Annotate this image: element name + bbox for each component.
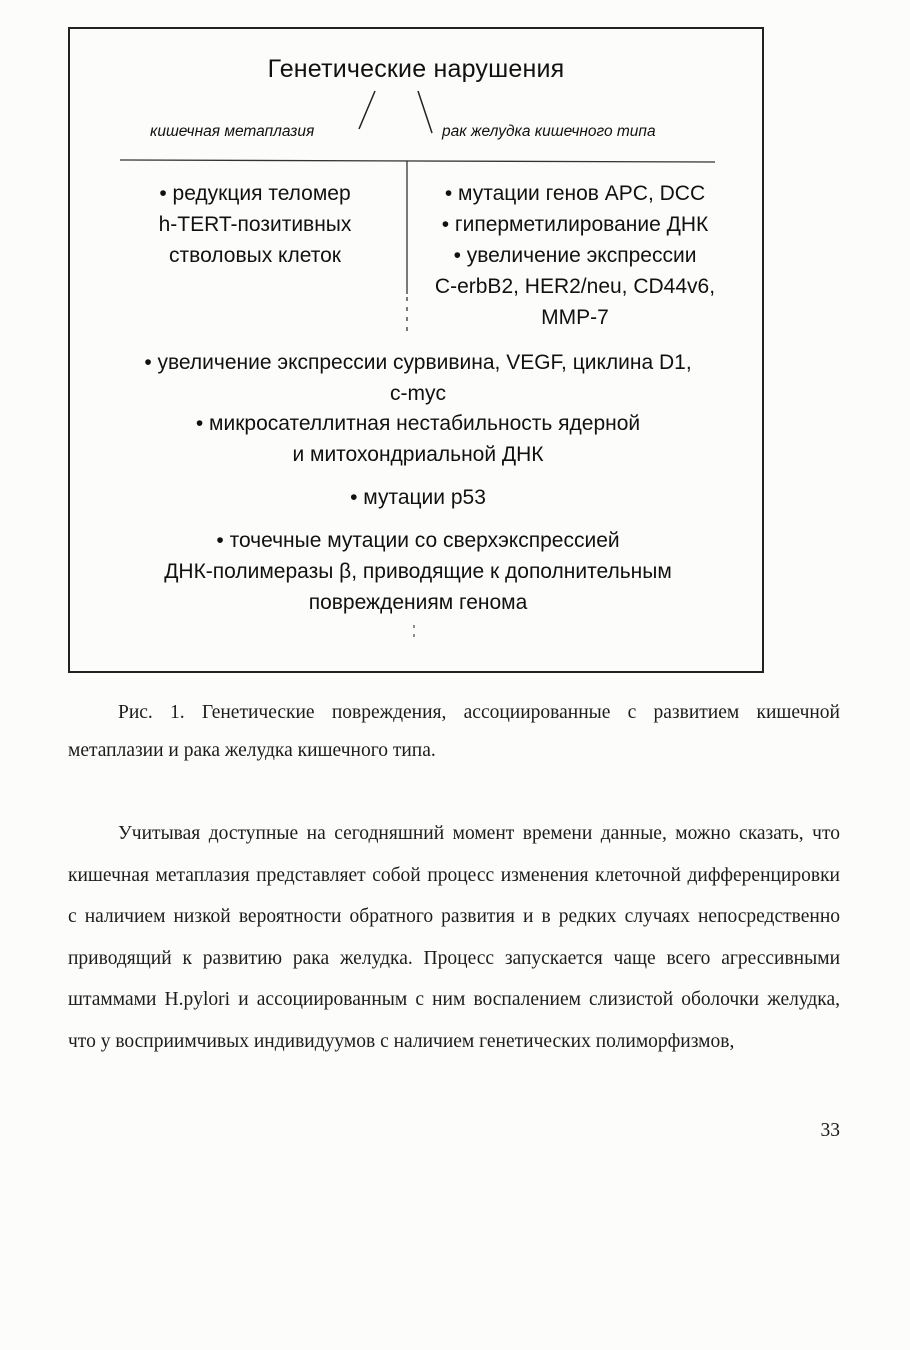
shared-item: • мутации p53: [350, 486, 486, 509]
page-number: 33: [820, 1120, 840, 1141]
shared-item: • увеличение экспрессии сурвивина, VEGF, циклина D1, c-myc: [144, 351, 692, 405]
left-item: стволовых клеток: [169, 244, 341, 267]
right-item: MMP-7: [541, 306, 609, 329]
figure-title: Генетические нарушения: [267, 55, 565, 83]
figure-caption: Рис. 1. Генетические повреждения, ассоциированные с развитием кишечной метаплазии и рака желудка кишечного типа.: [68, 702, 840, 761]
branch-label-right: рак желудка кишечного типа: [442, 123, 656, 140]
left-column: [110, 178, 400, 271]
right-column: [410, 178, 740, 333]
left-item: h-TERT-позитивных: [158, 213, 352, 236]
right-item: C-erbB2, HER2/neu, CD44v6,: [434, 275, 716, 298]
horizontal-divider: [120, 160, 715, 162]
right-item: • гиперметилирование ДНК: [441, 213, 709, 236]
shared-item: • точечные мутации со сверхэкспрессией ДНК-полимеразы β, приводящие к дополнительным повреждениям генома: [164, 529, 672, 614]
body-text: [68, 813, 840, 1062]
figure-frame: [68, 27, 764, 673]
right-item: • увеличение экспрессии: [453, 244, 697, 267]
shared-item: • микросателлитная нестабильность ядерной и митохондриальной ДНК: [195, 412, 641, 466]
branch-line-right: [418, 91, 432, 133]
right-item: • мутации генов APC, DCC: [444, 182, 706, 205]
paragraph: Учитывая доступные на сегодняшний момент времени данные, можно сказать, что кишечная метаплазия представляет собой процесс изменения клеточной дифференцировки с наличием низкой вероятности обратного развития и в редких случаях непосредственно приводящий к развитию рака желудка. Процесс запускается чаще всего агрессивными штаммами H.pylori и ассоциированным с ним воспалением слизистой оболочки желудка, что у восприимчивых индивидуумов с наличием генетических полиморфизмов,: [68, 823, 840, 1052]
left-item: • редукция теломер: [159, 182, 351, 205]
branch-label-left: кишечная метаплазия: [150, 123, 315, 140]
branch-line-left: [359, 91, 375, 129]
